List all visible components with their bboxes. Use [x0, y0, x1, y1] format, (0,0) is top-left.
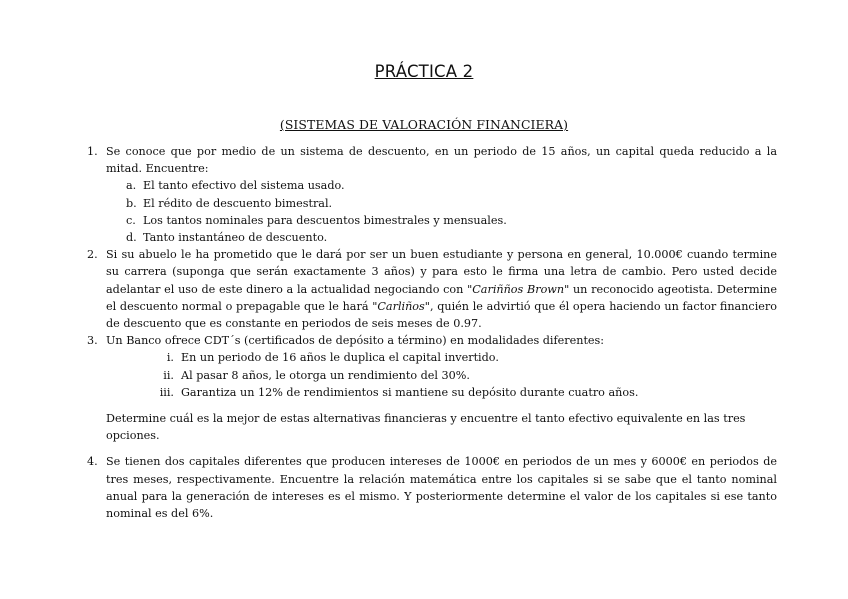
exercise-list — [87, 143, 777, 522]
exercise-text: Se conoce que por medio de un sistema de descuento, en un periodo de 15 años, un capital queda reducido a la mitad. Encuentre: — [106, 145, 777, 176]
exercise-3-closing: Determine cuál es la mejor de estas alternativas financieras y encuentre el tanto efectivo equivalente en las tres opciones. — [106, 412, 746, 443]
list-item — [106, 195, 777, 212]
list-item — [106, 177, 777, 194]
exercise-text-part: , quién le advirtió que él opera haciendo un factor financiero de descuento que es constante en periodos de seis meses de 0.97. — [106, 299, 777, 331]
list-item — [106, 384, 777, 401]
page-title: PRÁCTICA 2 — [374, 62, 474, 81]
exercise-1-sublist — [106, 177, 777, 246]
exercise-number: 1. — [87, 145, 98, 158]
exercise-2 — [87, 246, 777, 332]
exercise-number: 3. — [87, 334, 98, 348]
list-item-text: En un periodo de 16 años le duplica el capital invertido. — [181, 351, 499, 365]
list-marker: iii. — [159, 385, 174, 399]
exercise-3 — [87, 332, 777, 401]
list-marker: i. — [166, 351, 174, 365]
exercise-4 — [87, 453, 777, 522]
list-item-text: Los tantos nominales para descuentos bimestrales y mensuales. — [143, 213, 507, 227]
list-marker: ii. — [163, 368, 174, 382]
list-item-text: El rédito de descuento bimestral. — [143, 196, 333, 210]
exercise-text-part: Si su abuelo le ha prometido que le dará por ser un buen estudiante y persona en general, 10.000€ cuando termine su carrera (suponga que serán exactamente 3 años) y para esto le firma una letra de cambio. Pero usted decide adelantar el uso de este dinero a la actualidad negociando con — [106, 248, 777, 296]
list-item — [106, 349, 777, 366]
list-item-text: Tanto instantáneo de descuento. — [143, 231, 328, 245]
list-item-text: Garantiza un 12% de rendimientos si mantiene su depósito durante cuatro años. — [181, 385, 639, 399]
exercise-number: 2. — [87, 248, 98, 262]
exercise-1 — [87, 143, 777, 246]
list-marker: c. — [126, 213, 136, 227]
italic-name: "Cariñños Brown" — [467, 282, 570, 296]
list-item — [106, 212, 777, 229]
list-item — [106, 229, 777, 246]
italic-name: "Carliños" — [372, 299, 430, 313]
exercise-text: Un Banco ofrece CDT´s (certificados de depósito a término) en modalidades diferentes: — [106, 334, 605, 348]
exercise-number: 4. — [87, 455, 98, 469]
exercise-text-part: un reconocido ageotista. Determine el descuento normal o prepagable que le hará — [106, 282, 777, 313]
page-subtitle: (SISTEMAS DE VALORACIÓN FINANCIERA) — [279, 117, 569, 132]
exercise-text: Se tienen dos capitales diferentes que producen intereses de 1000€ en periodos de un mes y 6000€ en periodos de tres meses, respectivamente. Encuentre la relación matemática entre los capitales si se sabe que el tanto nominal anual para la generación de intereses es el mismo. Y posteriormente determine el valor de los capitales si ese tanto nominal es del 6%. — [106, 455, 777, 521]
list-marker: a. — [126, 179, 137, 193]
list-marker: b. — [126, 196, 137, 210]
list-item-text: El tanto efectivo del sistema usado. — [143, 179, 345, 193]
exercise-3-sublist — [106, 349, 777, 401]
list-item — [106, 367, 777, 384]
list-marker: d. — [126, 231, 137, 245]
list-item-text: Al pasar 8 años, le otorga un rendimiento del 30%. — [181, 368, 470, 382]
